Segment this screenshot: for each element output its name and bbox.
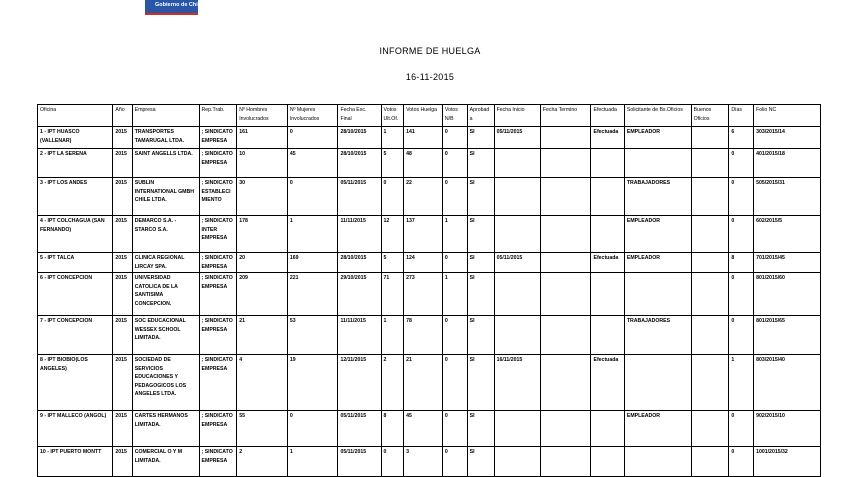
table-cell: 5 (381, 253, 404, 273)
table-cell: 1001/2015/32 (754, 447, 821, 477)
column-header: Oficina (38, 105, 113, 127)
table-cell: 2015 (113, 127, 132, 149)
table-cell: 8 - IPT BIOBIO(LOS ANGELES) (38, 355, 113, 411)
gobierno-logo-text: Gobierno de Chile (155, 2, 203, 8)
table-cell: 0 (442, 411, 467, 447)
strike-report-table (37, 104, 821, 477)
table-cell: COMERCIAL O Y M LIMITADA. (132, 447, 199, 477)
table-cell: TRABAJADORES (624, 316, 691, 355)
table-cell: 45 (287, 149, 338, 178)
table-cell: 6 - IPT CONCEPCION (38, 273, 113, 316)
table-cell: 0 (442, 127, 467, 149)
table-cell: ; SINDICATO EMPRESA (199, 411, 237, 447)
table-cell (494, 316, 540, 355)
table-cell (691, 316, 729, 355)
table-cell (691, 273, 729, 316)
table-cell: 21 (404, 355, 443, 411)
table-cell: TRANSPORTES TAMARUGAL LTDA. (132, 127, 199, 149)
table-cell: 1 (381, 316, 404, 355)
table-cell: 45 (404, 411, 443, 447)
table-row (38, 178, 821, 216)
table-cell: 05/11/2015 (338, 411, 381, 447)
table-cell: 8 (381, 411, 404, 447)
table-cell: SOCIEDAD DE SERVICIOS EDUCACIONES Y PEDAGOGICOS LOS ANGELES LTDA. (132, 355, 199, 411)
table-cell: 2015 (113, 178, 132, 216)
table-cell: SOC EDUCACIONAL WESSEX SCHOOL LIMITADA. (132, 316, 199, 355)
table-cell: 0 (729, 273, 754, 316)
table-cell: EMPLEADOR (624, 127, 691, 149)
table-cell (540, 253, 591, 273)
column-header: Año (113, 105, 132, 127)
table-row (38, 411, 821, 447)
table-cell: ; SINDICATO ESTABLECIMIENTO (199, 178, 237, 216)
table-cell: CLINICA REGIONAL LIRCAY SPA. (132, 253, 199, 273)
table-cell: 28/10/2015 (338, 253, 381, 273)
table-cell (591, 149, 624, 178)
table-cell (691, 447, 729, 477)
table-cell (691, 253, 729, 273)
column-header: Empresa (132, 105, 199, 127)
table-cell (494, 178, 540, 216)
table-cell (540, 447, 591, 477)
table-cell (540, 355, 591, 411)
table-cell: 0 (442, 149, 467, 178)
table-cell: 53 (287, 316, 338, 355)
table-cell: SI (467, 355, 494, 411)
column-header: Aprobada (467, 105, 494, 127)
table-cell: 3 (404, 447, 443, 477)
table-cell: 20 (237, 253, 288, 273)
table-cell: 10 - IPT PUERTO MONTT (38, 447, 113, 477)
table-cell: 4 (237, 355, 288, 411)
table-cell (691, 127, 729, 149)
table-cell: 209 (237, 273, 288, 316)
table-cell: 22 (404, 178, 443, 216)
table-cell: 2 (237, 447, 288, 477)
column-header: Solicitante de Bs.Oficios (624, 105, 691, 127)
table-cell: 1 - IPT HUASCO (VALLENAR) (38, 127, 113, 149)
table-cell: Efectuada (591, 355, 624, 411)
table-cell: SI (467, 273, 494, 316)
table-cell: 21 (237, 316, 288, 355)
table-cell (591, 216, 624, 253)
table-cell: 803/2015/40 (754, 355, 821, 411)
table-cell: 801/2015/60 (754, 273, 821, 316)
table-cell: 7 - IPT CONCEPCION (38, 316, 113, 355)
table-cell (591, 447, 624, 477)
table-cell: 2015 (113, 273, 132, 316)
table-cell: 0 (729, 447, 754, 477)
table-row (38, 253, 821, 273)
table-cell: 11/11/2015 (338, 316, 381, 355)
table-cell (691, 355, 729, 411)
table-cell: ; SINDICATO EMPRESA (199, 273, 237, 316)
table-cell (494, 411, 540, 447)
table-cell: 5 (381, 149, 404, 178)
table-cell: ; SINDICATO EMPRESA (199, 447, 237, 477)
table-cell: SI (467, 253, 494, 273)
table-cell: EMPLEADOR (624, 216, 691, 253)
table-cell (494, 273, 540, 316)
table-cell: 3 - IPT LOS ANDES (38, 178, 113, 216)
table-cell: Efectuada (591, 253, 624, 273)
table-cell: 2015 (113, 149, 132, 178)
table-cell: 05/11/2015 (338, 178, 381, 216)
column-header: Votos Ult.Of. (381, 105, 404, 127)
table-row (38, 149, 821, 178)
table-cell: 1 (287, 447, 338, 477)
table-cell (591, 411, 624, 447)
table-cell: 2015 (113, 216, 132, 253)
column-header: Nº Hombres Involucrados (237, 105, 288, 127)
column-header: Días (729, 105, 754, 127)
table-cell: 0 (729, 411, 754, 447)
table-cell: 0 (381, 447, 404, 477)
table-cell: 1 (381, 127, 404, 149)
table-cell: 0 (442, 316, 467, 355)
table-header-row (38, 105, 821, 127)
table-row (38, 273, 821, 316)
table-cell: 2015 (113, 253, 132, 273)
table-cell: CARTES HERMANOS LIMITADA. (132, 411, 199, 447)
table-cell (624, 273, 691, 316)
table-cell (591, 273, 624, 316)
table-cell: Efectuada (591, 127, 624, 149)
table-cell (540, 149, 591, 178)
table-cell (691, 178, 729, 216)
table-cell: 401/2015/18 (754, 149, 821, 178)
table-cell: 71 (381, 273, 404, 316)
table-cell (540, 273, 591, 316)
table-cell: ; SINDICATO EMPRESA (199, 253, 237, 273)
table-cell (691, 411, 729, 447)
column-header: Fecha Exc. Final (338, 105, 381, 127)
table-row (38, 216, 821, 253)
table-cell: 0 (442, 253, 467, 273)
table-cell: 05/11/2015 (494, 127, 540, 149)
table-cell: 0 (729, 216, 754, 253)
table-cell: 16/11/2015 (494, 355, 540, 411)
table-cell: 137 (404, 216, 443, 253)
table-cell (540, 411, 591, 447)
table-cell: 05/11/2015 (338, 447, 381, 477)
column-header: Fecha Termino (540, 105, 591, 127)
table-cell: 303/2015/14 (754, 127, 821, 149)
table-cell (624, 149, 691, 178)
table-cell: SI (467, 127, 494, 149)
table-cell: SI (467, 149, 494, 178)
table-cell: 801/2015/65 (754, 316, 821, 355)
table-cell: 0 (729, 316, 754, 355)
table-cell: SAINT ANGELLS LTDA. (132, 149, 199, 178)
table-cell: 2015 (113, 355, 132, 411)
table-cell: 505/2015/31 (754, 178, 821, 216)
table-cell: SI (467, 447, 494, 477)
table-cell: 902/2015/10 (754, 411, 821, 447)
table-cell: 1 (287, 216, 338, 253)
table-cell: TRABAJADORES (624, 178, 691, 216)
table-cell: ; SINDICATO EMPRESA (199, 149, 237, 178)
column-header: Fecha Inicio (494, 105, 540, 127)
table-cell: 48 (404, 149, 443, 178)
table-cell: ; SINDICATO EMPRESA (199, 316, 237, 355)
report-title: INFORME DE HUELGA (379, 46, 481, 56)
table-cell: 2015 (113, 411, 132, 447)
table-cell (691, 216, 729, 253)
table-cell (540, 178, 591, 216)
table-cell: 28/10/2015 (338, 127, 381, 149)
table-row (38, 127, 821, 149)
table-cell: SI (467, 216, 494, 253)
column-header: Folio NC (754, 105, 821, 127)
table-cell (494, 216, 540, 253)
table-cell: ; SINDICATO EMPRESA (199, 355, 237, 411)
table-cell: 701/2015/45 (754, 253, 821, 273)
table-cell: 1 (442, 216, 467, 253)
table-cell: 5 - IPT TALCA (38, 253, 113, 273)
table-cell: 0 (287, 411, 338, 447)
table-cell: EMPLEADOR (624, 253, 691, 273)
table-cell: 602/2015/5 (754, 216, 821, 253)
table-cell: 28/10/2015 (338, 149, 381, 178)
table-cell: 6 (729, 127, 754, 149)
table-cell: 0 (442, 447, 467, 477)
table-cell: DEMARCO S.A. - STARCO S.A. (132, 216, 199, 253)
table-cell: 2015 (113, 447, 132, 477)
table-cell: 8 (729, 253, 754, 273)
table-cell: 29/10/2015 (338, 273, 381, 316)
table-cell: SI (467, 411, 494, 447)
table-cell: 1 (442, 273, 467, 316)
table-cell: 161 (237, 127, 288, 149)
table-cell: 05/11/2015 (494, 253, 540, 273)
table-cell: 124 (404, 253, 443, 273)
table-cell (691, 149, 729, 178)
table-cell: 12/11/2015 (338, 355, 381, 411)
table-cell: 0 (729, 149, 754, 178)
column-header: Efectuada (591, 105, 624, 127)
report-date: 16-11-2015 (405, 72, 455, 82)
table-cell (540, 316, 591, 355)
table-cell: 0 (442, 355, 467, 411)
table-row (38, 355, 821, 411)
table-cell (624, 447, 691, 477)
table-cell: 1 (729, 355, 754, 411)
table-cell: ; SINDICATO INTER EMPRESA (199, 216, 237, 253)
table-cell: 4 - IPT COLCHAGUA (SAN FERNANDO) (38, 216, 113, 253)
table-cell: 178 (237, 216, 288, 253)
table-cell (494, 447, 540, 477)
table-cell: 2 - IPT LA SERENA (38, 149, 113, 178)
table-cell: 2015 (113, 316, 132, 355)
column-header: Nº Mujeres Involucrados (287, 105, 338, 127)
table-cell: ; SINDICATO EMPRESA (199, 127, 237, 149)
table-cell: 0 (729, 178, 754, 216)
table-cell: 141 (404, 127, 443, 149)
column-header: Votos Huelga (404, 105, 443, 127)
table-cell: SI (467, 316, 494, 355)
table-cell: 11/11/2015 (338, 216, 381, 253)
table-cell: 9 - IPT MALLECO (ANGOL) (38, 411, 113, 447)
table-cell (540, 127, 591, 149)
table-cell (591, 178, 624, 216)
table-cell: 78 (404, 316, 443, 355)
table-cell (494, 149, 540, 178)
table-cell (540, 216, 591, 253)
table-row (38, 447, 821, 477)
column-header: Votos N/B (442, 105, 467, 127)
gobierno-logo-stripe (145, 13, 198, 15)
table-cell (591, 316, 624, 355)
table-cell: EMPLEADOR (624, 411, 691, 447)
column-header: Buenos Oficios (691, 105, 729, 127)
table-cell: 0 (287, 127, 338, 149)
table-cell (624, 355, 691, 411)
table-cell: 0 (381, 178, 404, 216)
table-cell: UNIVERSIDAD CATOLICA DE LA SANTISIMA CONCEPCION. (132, 273, 199, 316)
table-cell: 19 (287, 355, 338, 411)
table-cell: 55 (237, 411, 288, 447)
table-cell: 0 (442, 178, 467, 216)
column-header: Rep.Trab. (199, 105, 237, 127)
table-cell: 169 (287, 253, 338, 273)
table-cell: 221 (287, 273, 338, 316)
table-cell: 273 (404, 273, 443, 316)
table-cell: 12 (381, 216, 404, 253)
table-row (38, 316, 821, 355)
table-cell: 0 (287, 178, 338, 216)
table-cell: 2 (381, 355, 404, 411)
table-cell: SI (467, 178, 494, 216)
table-cell: 10 (237, 149, 288, 178)
table-cell: SUBLIN INTERNATIONAL GMBH CHILE LTDA. (132, 178, 199, 216)
table-cell: 30 (237, 178, 288, 216)
